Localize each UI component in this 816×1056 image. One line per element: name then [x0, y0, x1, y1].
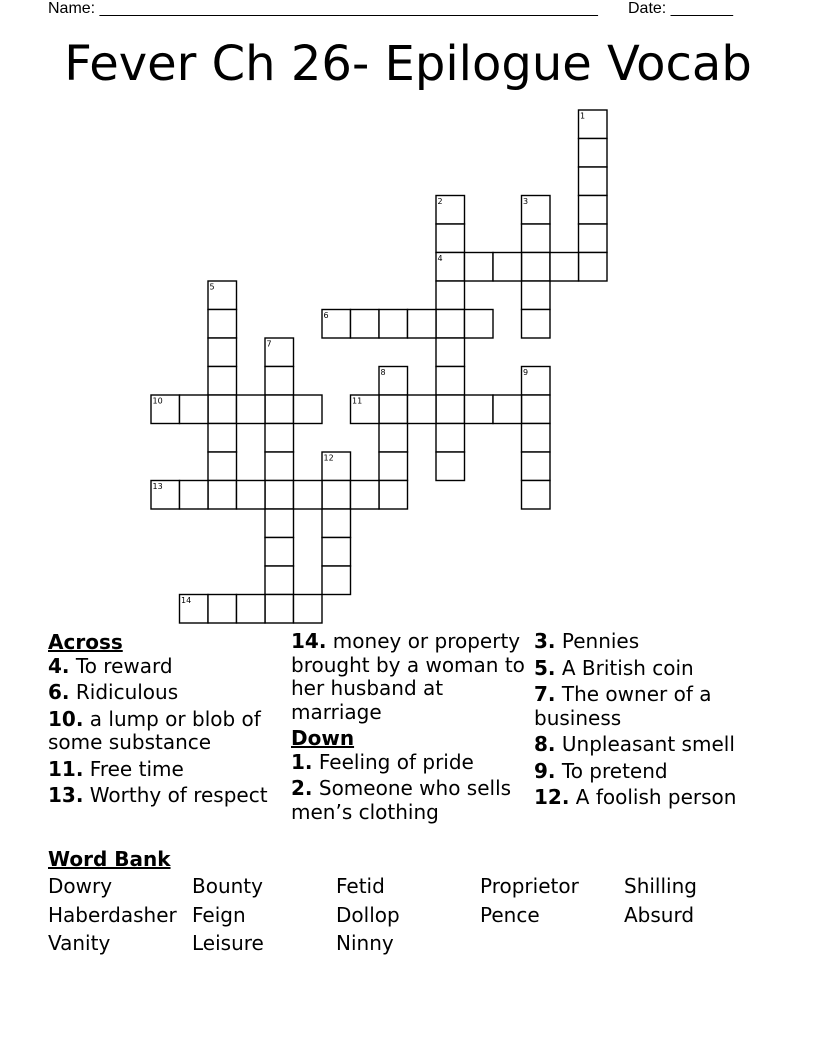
cell-number: 4 [437, 254, 443, 263]
grid-cell[interactable] [522, 424, 551, 453]
clue-down-2: 2. Someone who sells men’s clothing [291, 776, 512, 824]
clue-across-6: 6. Ridiculous [48, 680, 179, 704]
clue-across-13: 13. Worthy of respect [48, 783, 268, 807]
grid-cell[interactable] [522, 281, 551, 310]
grid-cell[interactable] [436, 452, 465, 481]
grid-cell[interactable] [436, 424, 465, 453]
grid-cell[interactable] [436, 367, 465, 396]
grid-cell[interactable] [465, 310, 494, 339]
grid-cell[interactable] [351, 481, 380, 510]
grid-cell[interactable] [579, 196, 608, 225]
grid-cell[interactable] [436, 281, 465, 310]
grid-cell[interactable] [265, 481, 294, 510]
word-bank-item: Dollop [336, 902, 400, 927]
grid-cell[interactable] [522, 395, 551, 424]
grid-cell[interactable] [265, 395, 294, 424]
word-bank-item: Dowry [48, 874, 113, 898]
clue-down-9: 9. To pretend [534, 758, 668, 783]
grid-cell[interactable] [579, 224, 608, 253]
word-bank-item: Bounty [192, 874, 263, 898]
clues-column-3 [534, 630, 774, 813]
cell-number: 8 [380, 368, 386, 377]
word-bank-heading: Word Bank [48, 847, 171, 871]
grid-cell[interactable] [180, 481, 209, 510]
grid-cell[interactable] [522, 224, 551, 253]
cell-number: 3 [523, 197, 529, 206]
word-bank [48, 846, 768, 956]
word-bank-item: Haberdasher [48, 902, 177, 927]
grid-cell[interactable] [265, 595, 294, 624]
grid-cell[interactable] [265, 424, 294, 453]
grid-cell[interactable] [408, 310, 437, 339]
clue-across-11: 11. Free time [48, 756, 184, 781]
grid-cell[interactable] [237, 595, 266, 624]
clue-down-1: 1. Feeling of pride [291, 749, 474, 774]
grid-cell[interactable] [522, 481, 551, 510]
cell-number: 6 [323, 311, 329, 320]
cell-number: 14 [181, 596, 192, 605]
grid-cell[interactable] [379, 395, 408, 424]
grid-cell[interactable] [208, 452, 237, 481]
grid-cell[interactable] [408, 395, 437, 424]
grid-cell[interactable] [294, 595, 323, 624]
grid-cell[interactable] [579, 139, 608, 168]
grid-cell[interactable] [522, 253, 551, 282]
cell-number: 1 [580, 111, 586, 121]
grid-cell[interactable] [208, 338, 237, 367]
grid-cell[interactable] [265, 452, 294, 481]
grid-cell[interactable] [208, 367, 237, 396]
clue-down-7: 7. The owner of a business [534, 682, 712, 730]
grid-cell[interactable] [237, 481, 266, 510]
grid-cell[interactable] [208, 310, 237, 339]
grid-cell[interactable] [436, 395, 465, 424]
grid-cell[interactable] [265, 509, 294, 538]
grid-cell[interactable] [294, 395, 323, 424]
grid-cell[interactable] [237, 395, 266, 424]
grid-cell[interactable] [522, 452, 551, 481]
clues-column-2 [291, 630, 531, 827]
grid-cell[interactable] [436, 224, 465, 253]
grid-cell[interactable] [322, 566, 351, 595]
grid-cell[interactable] [265, 566, 294, 595]
grid-cell[interactable] [493, 395, 522, 424]
grid-cell[interactable] [436, 310, 465, 339]
page-title: Fever Ch 26- Epilogue Vocab [64, 36, 752, 92]
cell-number: 7 [266, 339, 272, 349]
grid-cell[interactable] [208, 481, 237, 510]
cell-number: 13 [152, 482, 163, 491]
clue-down-8: 8. Unpleasant smell [534, 732, 735, 756]
grid-cell[interactable] [208, 595, 237, 624]
grid-cell[interactable] [351, 310, 380, 339]
cell-number: 9 [523, 368, 529, 377]
clue-across-14: 14. money or property brought by a woman to her husband at marriage [291, 629, 525, 724]
grid-cell[interactable] [322, 481, 351, 510]
grid-cell[interactable] [322, 538, 351, 567]
word-bank-item: Feign [192, 902, 246, 927]
clue-down-12: 12. A foolish person [534, 785, 737, 809]
date-field[interactable]: Date: _______ [628, 0, 733, 17]
cell-number: 10 [152, 396, 163, 406]
grid-cell[interactable] [550, 253, 579, 282]
cell-number: 11 [352, 396, 363, 406]
grid-cell[interactable] [379, 310, 408, 339]
word-bank-item: Ninny [336, 931, 394, 955]
grid-cell[interactable] [579, 167, 608, 196]
grid-cell[interactable] [522, 310, 551, 339]
grid-cell[interactable] [493, 253, 522, 282]
grid-cell[interactable] [465, 395, 494, 424]
grid-cell[interactable] [579, 253, 608, 282]
word-bank-item: Absurd [624, 902, 695, 927]
word-bank-item: Vanity [48, 931, 111, 955]
cell-number: 12 [323, 453, 334, 463]
grid-cell[interactable] [265, 538, 294, 567]
word-bank-item: Shilling [624, 874, 697, 898]
grid-cell[interactable] [465, 253, 494, 282]
clue-across-10: 10. a lump or blob of some substance [48, 706, 261, 754]
grid-cell[interactable] [436, 338, 465, 367]
grid-cell[interactable] [379, 452, 408, 481]
grid-cell[interactable] [180, 395, 209, 424]
clue-down-3: 3. Pennies [534, 629, 640, 653]
clues-column-1 [48, 630, 280, 811]
word-bank-item: Pence [480, 902, 540, 927]
cell-number: 2 [437, 197, 443, 206]
clue-across-4: 4. To reward [48, 653, 173, 678]
grid-cell[interactable] [265, 367, 294, 396]
word-bank-list [48, 875, 768, 956]
grid-cell[interactable] [322, 509, 351, 538]
clue-down-5: 5. A British coin [534, 655, 694, 680]
name-field[interactable]: Name: ________________________________________________________ [48, 0, 598, 17]
down-heading: Down [291, 726, 355, 750]
word-bank-item: Leisure [192, 931, 264, 955]
across-heading: Across [48, 630, 123, 654]
grid-cell[interactable] [379, 481, 408, 510]
grid-cell[interactable] [208, 424, 237, 453]
cell-number: 5 [209, 282, 215, 292]
word-bank-item: Fetid [336, 874, 385, 898]
grid-cell[interactable] [379, 424, 408, 453]
word-bank-item: Proprietor [480, 874, 579, 898]
grid-cell[interactable] [294, 481, 323, 510]
grid-cell[interactable] [208, 395, 237, 424]
